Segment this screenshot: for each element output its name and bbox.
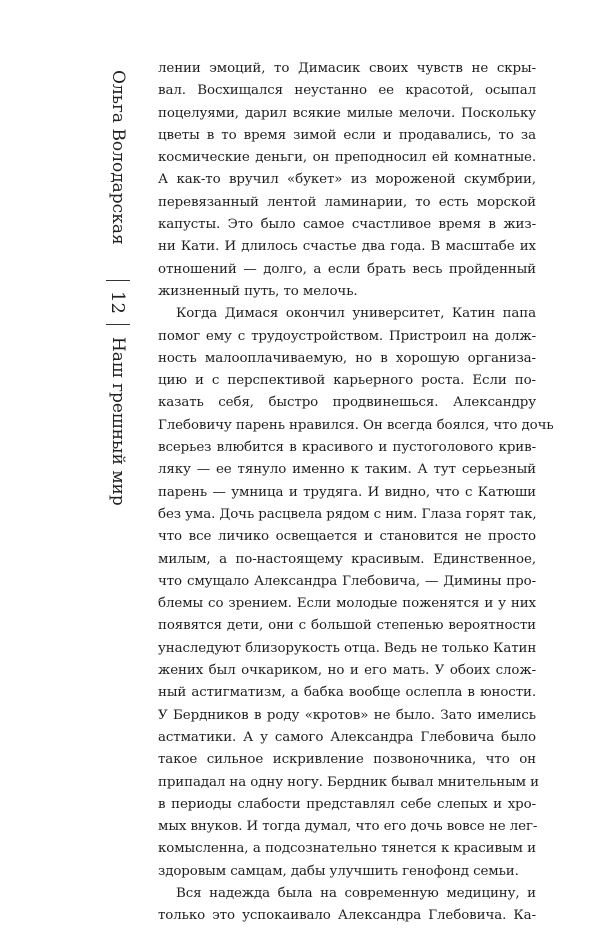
text-line: У Бердников в роду «кротов» не было. Зато имелись xyxy=(158,707,536,723)
text-line: что смущало Александра Глебовича, — Димины про- xyxy=(158,573,536,589)
text-line: что все личико освещается и становится не просто xyxy=(158,529,536,545)
text-line: помог ему с трудоустройством. Пристроил на долж- xyxy=(158,328,536,344)
text-line: космические деньги, он преподносил ей комнатные. xyxy=(158,150,536,166)
text-line: мых внуков. И тогда думал, что его дочь вовсе не лег- xyxy=(158,819,538,835)
text-line: появятся дети, они с большой степенью вероятности xyxy=(158,618,536,634)
text-line: лении эмоций, то Димасик своих чувств не скры- xyxy=(158,61,536,76)
text-line: Когда Димася окончил университет, Катин папа xyxy=(176,306,536,322)
text-line: жизненный путь, то мелочь. xyxy=(158,283,358,299)
text-line: казать себя, быстро продвинешься. Александру xyxy=(158,395,536,411)
text-line: цию и с перспективой карьерного роста. Если по- xyxy=(158,373,536,389)
text-line: капусты. Это было самое счастливое время в жиз- xyxy=(158,217,536,233)
text-line: унаследуют близорукость отца. Ведь не только Катин xyxy=(158,640,537,656)
text-line: блемы со зрением. Если молодые поженятся и у них xyxy=(158,596,536,612)
text-line: поцелуями, дарил всякие милые мелочи. Поскольку xyxy=(158,105,536,121)
text-line: ляку — ее тянуло именно к таким. А тут серьезный xyxy=(158,462,536,478)
text-line: жених был очкариком, но и его мать. У обоих слож- xyxy=(158,663,536,679)
body-text xyxy=(158,58,554,928)
text-line: припадал на одну ногу. Бердник бывал мнительным и xyxy=(158,774,539,790)
text-line: комысленна, а подсознательно тянется к красивым и xyxy=(158,841,536,857)
header-divider-left xyxy=(106,280,130,281)
text-line: цветы в то время зимой если и продавались, то за xyxy=(158,127,536,143)
text-line: ный астигматизм, а бабка вообще ослепла в юности. xyxy=(158,685,536,701)
author-name: Ольга Володарская xyxy=(108,70,128,245)
text-line: отношений — долго, а если брать весь пройденный xyxy=(158,261,536,277)
text-line: ность малооплачиваемую, но в хорошую организа- xyxy=(158,350,536,366)
text-line: милым, а по-настоящему красивым. Единственное, xyxy=(158,551,536,567)
text-line: без ума. Дочь расцвела рядом с ним. Глаза горят так, xyxy=(158,506,537,522)
text-line: здоровым самцам, дабы улучшить генофонд семьи. xyxy=(158,863,519,879)
text-line: Вся надежда была на современную медицину, и xyxy=(176,885,536,901)
text-line: Глебовичу парень нравился. Он всегда боялся, что дочь xyxy=(158,417,554,433)
text-line: только это успокаивало Александра Глебовича. Ка- xyxy=(158,908,536,924)
text-line: в периоды слабости представлял себе слепых и хро- xyxy=(158,796,536,812)
text-line: всерьез влюбится в красивого и пустоголового крив- xyxy=(158,440,536,456)
text-line: перевязанный лентой ламинарии, то есть морской xyxy=(158,194,536,210)
running-header xyxy=(96,68,140,688)
text-line: парень — умница и трудяга. И видно, что с Катюши xyxy=(158,484,536,500)
page-number: 12 xyxy=(107,291,129,314)
text-line: вал. Восхищался неустанно ее красотой, осыпал xyxy=(158,83,536,99)
text-line: такое сильное искривление позвоночника, что он xyxy=(158,752,536,768)
header-divider-right xyxy=(106,324,130,325)
text-line: астматики. А у самого Александра Глебовича было xyxy=(158,729,536,745)
running-header-rotated xyxy=(96,68,140,688)
text-line: ни Кати. И длилось счастье два года. В масштабе их xyxy=(158,239,536,255)
text-line: А как-то вручил «букет» из мороженой скумбрии, xyxy=(158,172,536,188)
book-title: Наш грешный мир xyxy=(108,336,128,506)
